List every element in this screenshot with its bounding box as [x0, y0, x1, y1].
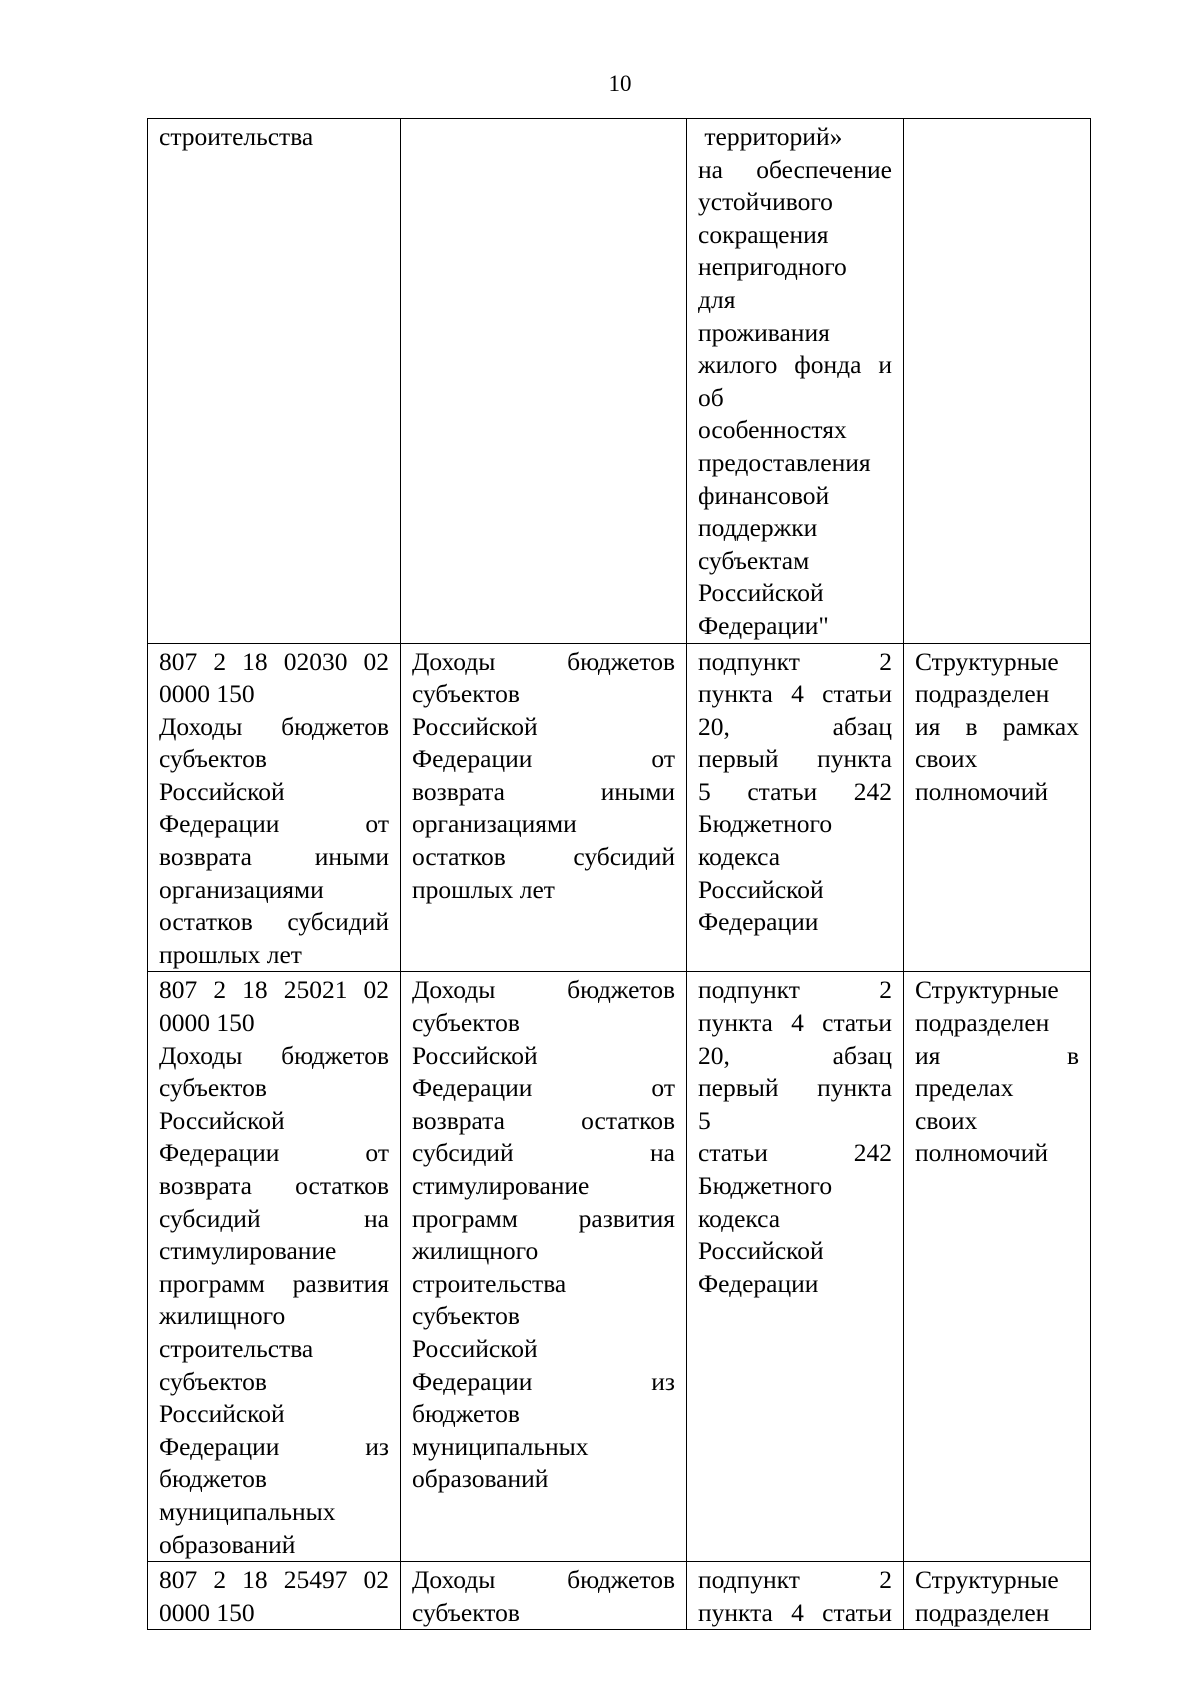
cell-text-line: Федерации от: [159, 809, 389, 839]
cell-text-line: 0000 150: [159, 679, 255, 709]
cell-text-line: Российской: [698, 1236, 824, 1266]
cell-text-line: Структурные: [915, 1565, 1059, 1595]
code-cell: [148, 972, 401, 1562]
cell-text-line: особенностях: [698, 415, 847, 445]
cell-text-line: Российской: [159, 776, 285, 806]
cell-text-line: Федерации: [698, 1268, 819, 1298]
cell-text-line: ия в рамках: [915, 711, 1079, 741]
cell-text-line: Российской: [698, 874, 824, 904]
page-number: 10: [608, 71, 632, 96]
cell-text-line: программ развития: [412, 1203, 675, 1233]
cell-text-line: проживания: [698, 317, 830, 347]
cell-text-line: субсидий на: [159, 1203, 389, 1233]
cell-text-line: подпункт 2: [698, 646, 892, 676]
legal-basis-cell: [687, 643, 904, 972]
cell-text-line: Доходы бюджетов: [412, 975, 675, 1005]
cell-text-line: стимулирование: [159, 1236, 337, 1266]
cell-text-line: своих: [915, 1105, 978, 1135]
cell-text-line: устойчивого: [698, 187, 833, 217]
legal-basis-cell: [687, 119, 904, 644]
cell-text-line: Структурные: [915, 646, 1059, 676]
code-cell: [148, 643, 401, 972]
cell-text-line: Российской: [412, 1333, 538, 1363]
cell-text-line: субъектов: [159, 744, 267, 774]
cell-text-line: прошлых лет: [159, 939, 302, 969]
cell-text-line: Федерации от: [412, 1073, 675, 1103]
cell-text-line: сокращения: [698, 219, 829, 249]
cell-text-line: бюджетов: [412, 1399, 520, 1429]
cell-text-line: строительства: [159, 1333, 314, 1363]
cell-text-line: возврата остатков: [159, 1171, 389, 1200]
cell-text-line: субъектам: [698, 545, 810, 575]
cell-text-line: пункта 4 статьи: [698, 679, 892, 709]
cell-text-line: своих: [915, 744, 978, 774]
cell-text-line: Федерации": [698, 610, 829, 640]
cell-text-line: 807 2 18 25021 02: [159, 975, 389, 1005]
cell-text-line: строительства: [159, 122, 314, 151]
code-cell: [148, 119, 401, 644]
cell-text-line: Федерации из: [412, 1366, 675, 1396]
description-cell: [401, 972, 687, 1562]
cell-text-line: организациями: [412, 809, 577, 839]
cell-text-line: программ развития: [159, 1268, 389, 1298]
cell-text-line: возврата остатков: [412, 1105, 675, 1135]
cell-text-line: полномочий: [915, 1138, 1049, 1168]
cell-text-line: муниципальных: [159, 1496, 336, 1526]
cell-text-line: Российской: [159, 1105, 285, 1135]
cell-text-line: Доходы бюджетов: [412, 1565, 675, 1595]
cell-text-line: субъектов: [159, 1073, 267, 1103]
cell-text-line: образований: [159, 1529, 296, 1559]
cell-text-line: образований: [412, 1464, 549, 1494]
cell-text-line: подразделен: [915, 1597, 1050, 1627]
cell-text-line: строительства: [412, 1268, 567, 1298]
cell-text-line: Российской: [698, 578, 824, 608]
legal-basis-cell: [687, 1562, 904, 1630]
description-cell: [401, 119, 687, 644]
cell-text-line: жилого фонда и: [698, 350, 892, 380]
cell-text-line: 5: [698, 1105, 711, 1135]
cell-text-line: субъектов: [159, 1366, 267, 1396]
cell-text-line: кодекса: [698, 1203, 781, 1233]
table-row: [148, 1562, 1091, 1630]
cell-text-line: Федерации из: [159, 1431, 389, 1461]
cell-text-line: 807 2 18 25497 02: [159, 1565, 389, 1595]
cell-text-line: подпункт 2: [698, 975, 892, 1005]
cell-text-line: 0000 150: [159, 1008, 255, 1038]
cell-text-line: жилищного: [412, 1236, 539, 1266]
cell-text-line: 807 2 18 02030 02: [159, 646, 389, 676]
cell-text-line: возврата иными: [412, 776, 675, 806]
cell-text-line: субъектов: [412, 1008, 520, 1038]
table-body: [148, 119, 1091, 1630]
responsible-cell: [904, 119, 1091, 644]
cell-text-line: возврата иными: [159, 842, 389, 872]
cell-text-line: Федерации: [698, 907, 819, 937]
cell-text-line: для: [698, 284, 736, 314]
cell-text-line: пределах: [915, 1073, 1014, 1103]
table-row: [148, 972, 1091, 1562]
cell-text-line: Доходы бюджетов: [159, 711, 389, 741]
description-cell: [401, 1562, 687, 1630]
cell-text-line: подпункт 2: [698, 1565, 892, 1595]
table-row: [148, 643, 1091, 972]
responsible-cell: [904, 643, 1091, 972]
cell-text-line: субъектов: [412, 1301, 520, 1331]
cell-text-line: бюджетов: [159, 1464, 267, 1494]
cell-text-line: первый пункта: [698, 744, 892, 774]
cell-text-line: жилищного: [159, 1301, 286, 1331]
cell-text-line: Бюджетного: [698, 1171, 833, 1200]
legal-basis-cell: [687, 972, 904, 1562]
cell-text-line: подразделен: [915, 1008, 1050, 1038]
cell-text-line: субъектов: [412, 1597, 520, 1627]
cell-text-line: Российской: [412, 1040, 538, 1070]
cell-text-line: организациями: [159, 874, 324, 904]
cell-text-line: ия в: [915, 1040, 1079, 1070]
cell-text-line: пункта 4 статьи: [698, 1008, 892, 1038]
cell-text-line: Доходы бюджетов: [412, 646, 675, 676]
cell-text-line: Федерации от: [159, 1138, 389, 1168]
cell-text-line: 20, абзац: [698, 1040, 892, 1070]
cell-text-line: Российской: [159, 1399, 285, 1429]
cell-text-line: остатков субсидий: [412, 842, 675, 872]
cell-text-line: об: [698, 382, 724, 412]
cell-text-line: на обеспечение: [698, 154, 892, 184]
code-cell: [148, 1562, 401, 1630]
cell-text-line: остатков субсидий: [159, 907, 389, 937]
cell-text-line: муниципальных: [412, 1431, 589, 1461]
cell-text-line: первый пункта: [698, 1073, 892, 1103]
cell-text-line: кодекса: [698, 842, 781, 872]
table-row: [148, 119, 1091, 644]
cell-text-line: полномочий: [915, 776, 1049, 806]
cell-text-line: Структурные: [915, 975, 1059, 1005]
description-cell: [401, 643, 687, 972]
responsible-cell: [904, 1562, 1091, 1630]
cell-text-line: Российской: [412, 711, 538, 741]
cell-text-line: 0000 150: [159, 1597, 255, 1627]
cell-text-line: пункта 4 статьи: [698, 1597, 892, 1627]
cell-text-line: территорий»: [698, 122, 843, 151]
cell-text-line: непригодного: [698, 252, 847, 282]
cell-text-line: Доходы бюджетов: [159, 1040, 389, 1070]
cell-text-line: субсидий на: [412, 1138, 675, 1168]
cell-text-line: подразделен: [915, 679, 1050, 709]
cell-text-line: Бюджетного: [698, 809, 833, 839]
cell-text-line: стимулирование: [412, 1171, 590, 1200]
cell-text-line: 20, абзац: [698, 711, 892, 741]
responsible-cell: [904, 972, 1091, 1562]
cell-text-line: поддержки: [698, 513, 818, 543]
cell-text-line: субъектов: [412, 679, 520, 709]
cell-text-line: прошлых лет: [412, 874, 555, 904]
cell-text-line: предоставления: [698, 447, 871, 477]
income-table: [147, 118, 1091, 1630]
cell-text-line: Федерации от: [412, 744, 675, 774]
cell-text-line: 5 статьи 242: [698, 776, 892, 806]
cell-text-line: статьи 242: [698, 1138, 892, 1168]
cell-text-line: финансовой: [698, 480, 830, 510]
